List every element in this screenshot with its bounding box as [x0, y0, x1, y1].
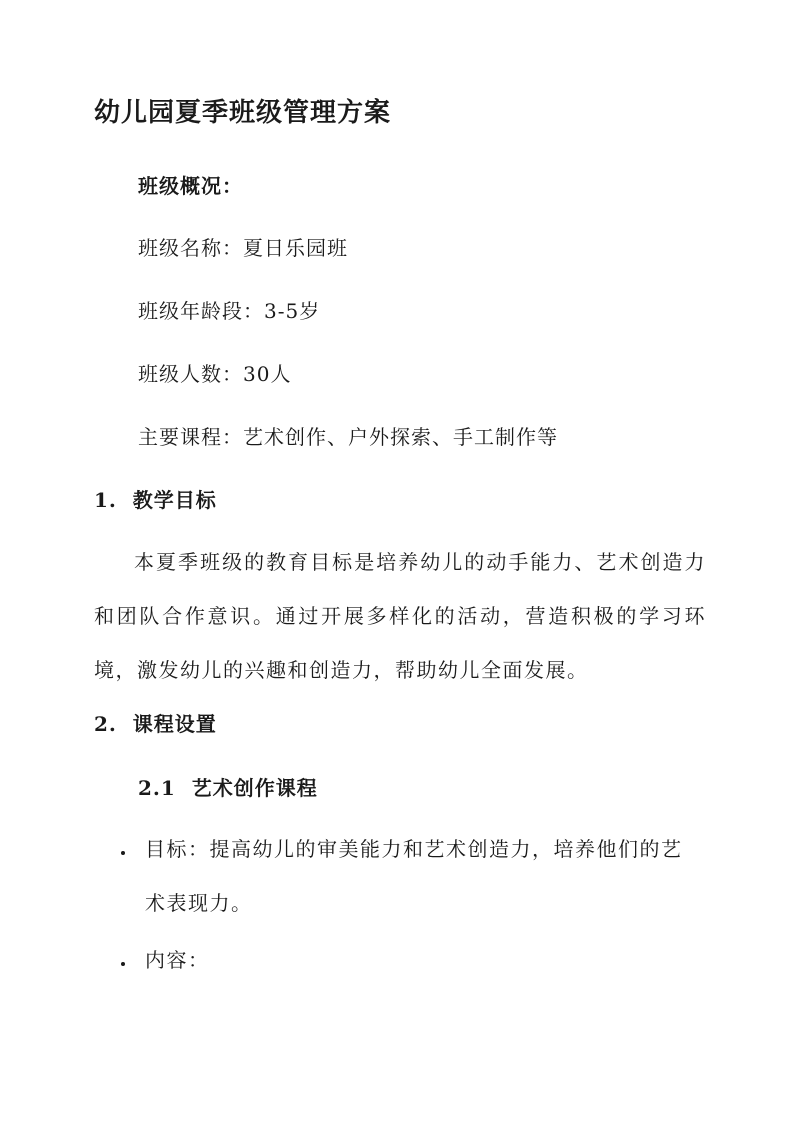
document-title: 幼儿园夏季班级管理方案 — [94, 98, 392, 128]
class-name-line: 班级名称：夏日乐园班 — [138, 236, 348, 260]
bullet-marker — [121, 851, 125, 855]
main-courses-line: 主要课程：艺术创作、户外探索、手工制作等 — [138, 425, 558, 449]
subsection-2-1-heading: 2.1 艺术创作课程 — [138, 776, 318, 800]
bullet-item-content: 内容： — [145, 948, 210, 972]
bullet-item-goal: 目标：提高幼儿的审美能力和艺术创造力，培养他们的艺术表现力。 — [145, 837, 683, 915]
section-1-heading: 1. 教学目标 — [94, 488, 217, 512]
section-1-paragraph: 本夏季班级的教育目标是培养幼儿的动手能力、艺术创造力和团队合作意识。通过开展多样化的活动，营造积极的学习环境，激发幼儿的兴趣和创造力，帮助幼儿全面发展。 — [94, 550, 706, 682]
class-size-line: 班级人数：30人 — [138, 362, 292, 386]
age-range-line: 班级年龄段：3-5岁 — [138, 299, 321, 323]
bullet-marker — [121, 962, 125, 966]
overview-heading: 班级概况： — [138, 174, 243, 198]
section-2-heading: 2. 课程设置 — [94, 712, 217, 736]
